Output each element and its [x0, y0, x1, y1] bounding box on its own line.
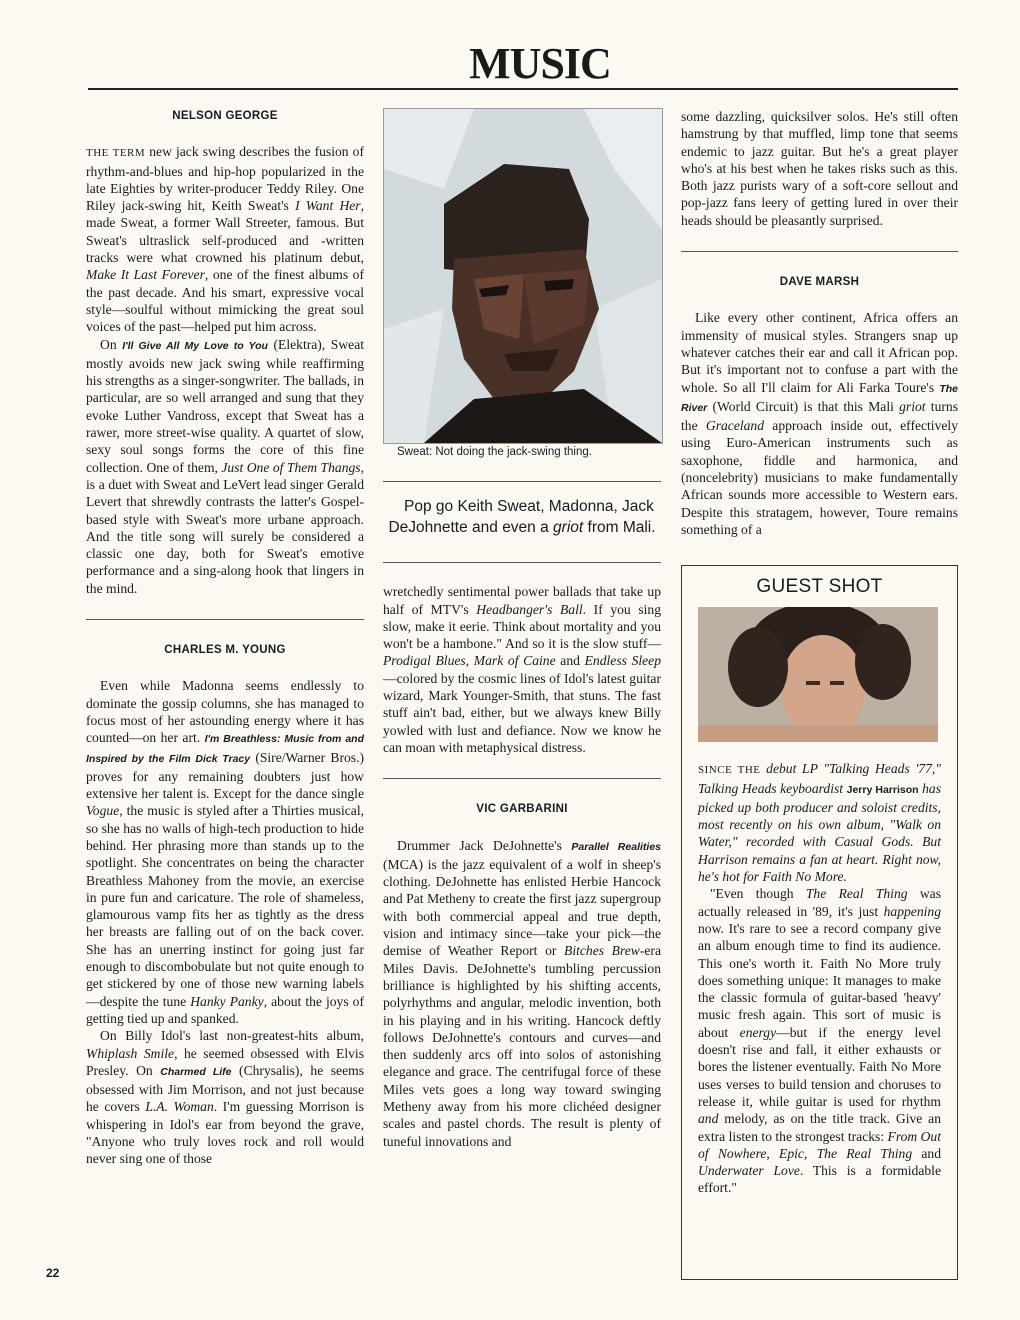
guest-shot-intro: SINCE THE debut LP "Talking Heads '77," Talking Heads keyboardist Jerry Harrison has picked up both producer and soloist credits, most recently on his own album, "Walk on Water," recorded with Casual Gods. But Harrison remains a fan at heart. Right now, he's hot for Faith No More.	[698, 761, 942, 885]
divider	[383, 481, 661, 482]
divider	[383, 778, 661, 779]
column-3	[681, 108, 958, 538]
album-title: Parallel Realities	[571, 840, 661, 853]
guest-shot-quote: "Even though The Real Thing was actually released in '89, it's just happening now. It's rare to see a record company give an album enough time to find its audience. This one's worth it. Faith No More truly does something unique: It manages to make the classic formula of guitar-based 'heavy' music fresh again. This sort of music is about energy—but if the energy level doesn't rise and fall, it either exhausts or bores the listener eventually. Faith No More uses verses to build tension and choruses to release it, while guitar is used for rhythm and melody, as on the title track. Give an extra listen to the strongest tracks: From Out of Nowhere, Epic, The Real Thing and Underwater Love. This is a formidable effort."	[698, 886, 942, 1196]
divider	[86, 619, 364, 620]
byline-nelson-george: NELSON GEORGE	[172, 110, 278, 122]
review-dejohnette-cont: some dazzling, quicksilver solos. He's still often hamstrung by that muffled, limp tone that seems endemic to jazz guitar. But he's a great player who's at his best when he takes risks such as this. Both jazz purists wary of a soft-core sellout and pop-jazz fans leery of getting lured in over their heads should be pleasantly surprised.	[681, 109, 958, 228]
column-2	[383, 108, 661, 1150]
page-number: 22	[46, 1266, 60, 1280]
jerry-harrison-photo	[698, 607, 938, 742]
review-madonna: Even while Madonna seems endlessly to dominate the gossip columns, she has managed to focus most of her astounding energy where it has counted—on her art. I'm Breathless: Music from and Inspired by the Film Dick Tracy (Sire/Warner Bros.) proves for any remaining doubters just how extensive her talent is. Except for the dance single Vogue, the music is styled after a Thirties musical, so she has no walls of high-tech production to hide behind. Her phrasing more than stands up to the spotlight. She concentrates on being the character Breathless Mahoney from the movie, an exercise in pure fun and caricature. The role of shameless, glamourous vamp fits her as tightly as the dress her breasts are falling out of on the back cover. She has an unerring instinct for going just far enough to discombobulate but not quite enough to get stickered by one of those new warning labels—despite the tune Hanky Panky, about the joys of getting tied up and spanked.	[86, 678, 365, 1026]
review-sweat-p2: On I'll Give All My Love to You (Elektra), Sweat mostly avoids new jack swing while reaffirming his strengths as a singer-songwriter. The ballads, in particular, are so well arranged and sung that they evoke Luther Vandross, except that Sweat has a rawer, more street-wise quality. A quartet of slow, sexy soul songs forms the core of this fine collection. One of them, Just One of Them Thangs, is a duet with Sweat and LeVert lead singer Gerald Levert that shrewdly contrasts the latter's Gospel-based style with Sweat's more urbane approach. And the title song will surely be considered a classic one day, both for Sweat's emotive performance and a sing-along hook that lingers in the mind.	[86, 336, 365, 596]
review-idol-p1: On Billy Idol's last non-greatest-hits album, Whiplash Smile, he seemed obsessed with Elvis Presley. On Charmed Life (Chrysalis), he seems obsessed with Jim Morrison, and not just because he covers L.A. Woman. I'm guessing Morrison is whispering in Idol's ear from beyond the grave, "Anyone who truly loves rock and roll would never sing one of those	[86, 1028, 364, 1167]
album-title: Charmed Life	[160, 1065, 232, 1078]
portrait-illustration	[384, 109, 662, 443]
photo-caption: Sweat: Not doing the jack-swing thing.	[397, 446, 592, 458]
guest-shot-box	[681, 565, 958, 1280]
guest-name: Jerry Harrison	[846, 783, 919, 796]
byline-charles-m-young: CHARLES M. YOUNG	[164, 644, 286, 657]
review-toure: Like every other continent, Africa offers an immensity of musical styles. Strangers snap up whatever catches their ear and call it African pop. But it's important not to confuse a part with the whole. So all I'll claim for Ali Farka Toure's The River (World Circuit) is that this Mali griot turns the Graceland approach inside out, effectively using Euro-American instruments such as saxophone, fiddle and harmonica, and (noncelebrity) musicians to make fundamentally African sounds more accessible to Western ears. Despite this stratagem, however, Toure remains something of a	[681, 310, 958, 537]
pull-quote: Pop go Keith Sweat, Madonna, Jack DeJohnette and even a griot from Mali.	[388, 498, 656, 537]
section-title: MUSIC	[469, 39, 611, 88]
review-idol-p2: wretchedly sentimental power ballads that take up half of MTV's Headbanger's Ball. If you sing slow, make it eerie. Think about mortality and you won't be a hambone." And so it is the slow stuff—Prodigal Blues, Mark of Caine and Endless Sleep—colored by the cosmic lines of Idol's latest guitar wizard, Mark Younger-Smith, that stuns. The fast stuff ain't bad, either, but we always knew Billy yowled with lust and defiance. Now we know he can moan with metaphysical distress.	[383, 584, 662, 755]
divider	[681, 251, 958, 252]
portrait-photo	[698, 607, 938, 742]
album-title: I'll Give All My Love to You	[122, 339, 268, 352]
album-title: I'm Breathless: Music from and Inspired by the Film Dick Tracy	[86, 733, 364, 765]
album-title: The River	[681, 382, 958, 414]
byline-dave-marsh: DAVE MARSH	[779, 276, 860, 289]
title-rule	[88, 88, 958, 90]
keith-sweat-illustration	[383, 108, 663, 444]
review-dejohnette: Drummer Jack DeJohnette's Parallel Realities (MCA) is the jazz equivalent of a wolf in sheep's clothing. DeJohnette has enlisted Herbie Hancock and Pat Metheny to create the first jazz supergroup with both commercial appeal and true depth, vision and intimacy since—take your pick—the demise of Weather Report or Bitches Brew-era Miles Davis. DeJohnette's tumbling percussion brilliance is highlighted by his shifting accents, polyrhythms and angular, melodic invention, both in his playing and in his writing. Hancock deftly follows DeJohnette's contours and curves—and then suddenly arcs off into solos of astonishing elegance and grace. The centrifugal force of these Miles vets goes a long way toward swinging Metheny away from his more clichéed designer scales and pastel chords. The result is plenty of tuneful innovations and	[383, 837, 661, 1149]
review-sweat-p1: THE TERM new jack swing describes the fusion of rhythm-and-blues and hip-hop popularized in the late Eighties by writer-producer Teddy Riley. One Riley jack-swing hit, Keith Sweat's I Want Her, made Sweat, a former Wall Streeter, famous. But Sweat's ultraslick self-produced and -written tracks were what crowned his platinum debut, Make It Last Forever, one of the finest albums of the past decade. And his smart, expressive vocal style—soulful without mimicking the great soul voices of the past—helped put him across.	[86, 144, 365, 335]
column-1	[86, 108, 364, 1168]
byline-vic-garbarini: VIC GARBARINI	[476, 803, 568, 816]
divider	[383, 562, 661, 563]
guest-shot-title: GUEST SHOT	[756, 576, 883, 597]
